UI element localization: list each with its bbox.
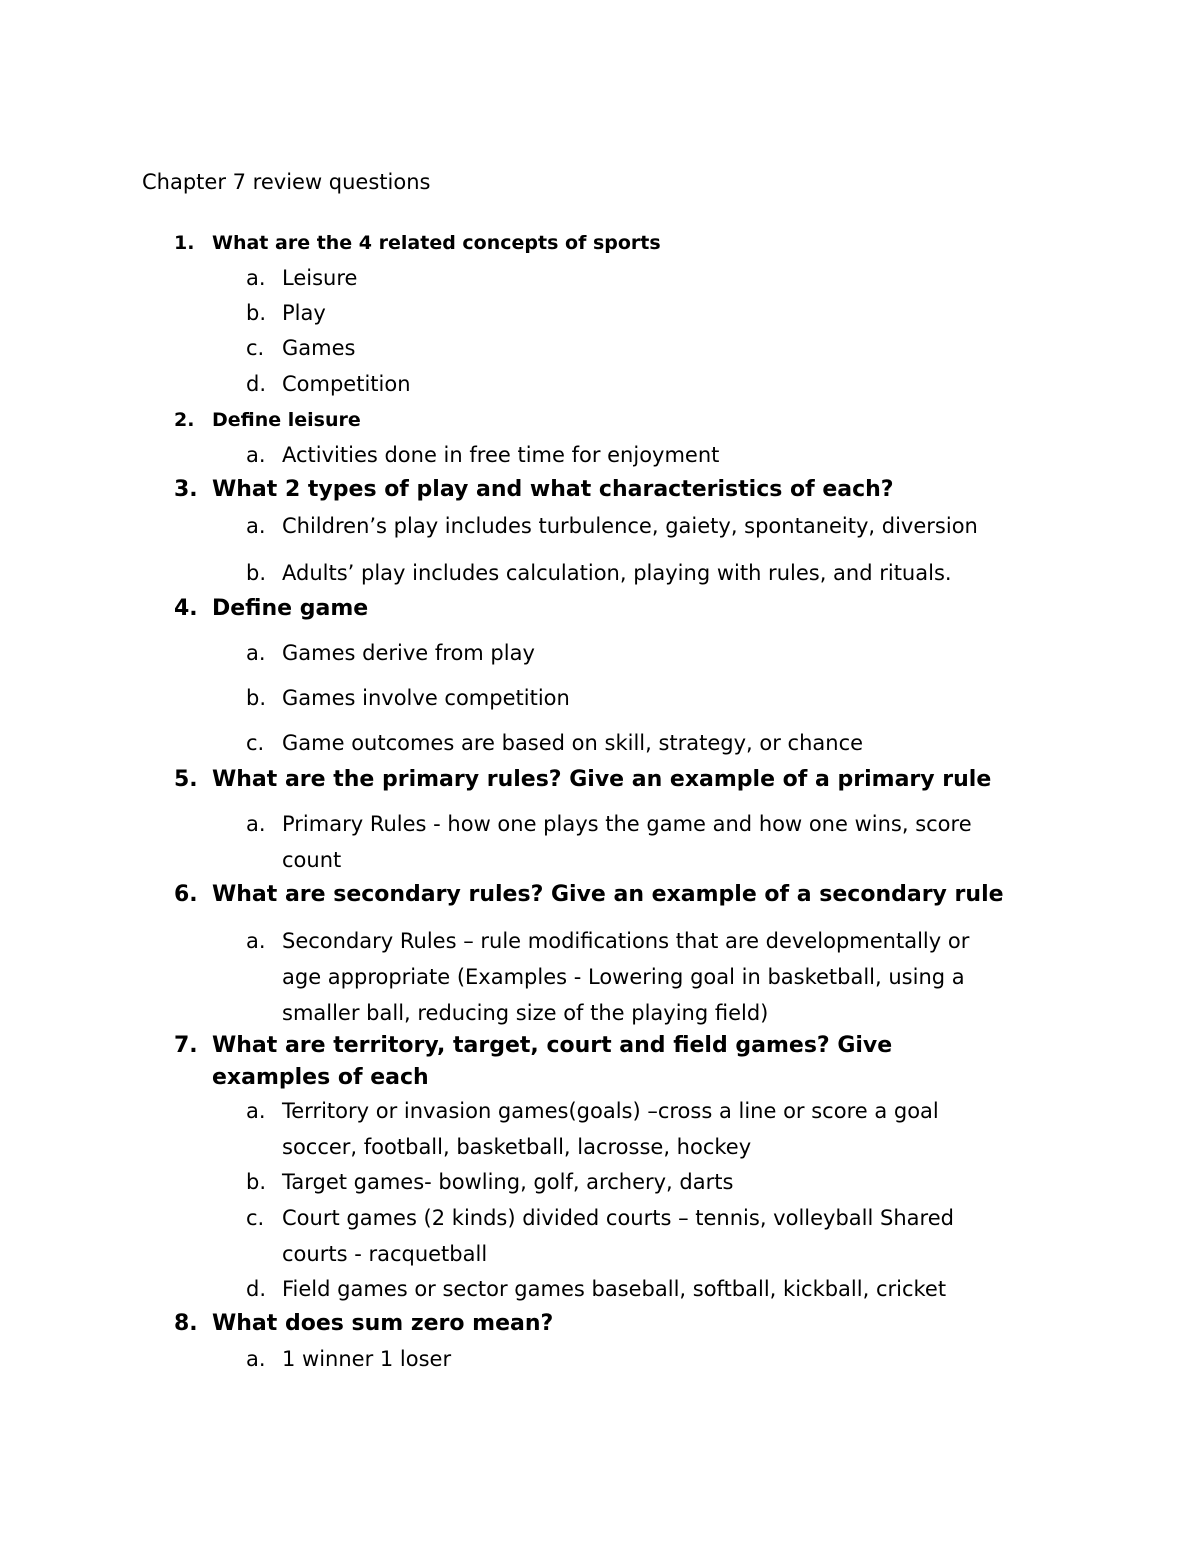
question-text: Define leisure	[212, 409, 361, 431]
question-text: What are secondary rules? Give an example of a secondary rule	[212, 882, 1004, 907]
answer-letter: c.	[246, 336, 265, 360]
answer-text: Secondary Rules – rule modifications that are developmentally or	[282, 929, 970, 953]
answer-7b	[246, 1164, 733, 1200]
question-4	[174, 591, 368, 627]
question-number: 3.	[174, 477, 198, 502]
answer-letter: a.	[246, 641, 266, 665]
answer-text: Leisure	[282, 266, 358, 290]
question-text: Define game	[212, 596, 369, 621]
answer-letter: a.	[246, 514, 266, 538]
answer-text: Games	[282, 336, 356, 360]
answer-letter: d.	[246, 372, 267, 396]
answer-6a	[246, 923, 969, 1031]
question-text: What does sum zero mean?	[212, 1311, 554, 1336]
question-number: 4.	[174, 596, 198, 621]
answer-text: Primary Rules - how one plays the game and how one wins, score	[282, 812, 972, 836]
answer-text-continued: count	[282, 848, 342, 872]
answer-text: Children’s play includes turbulence, gaiety, spontaneity, diversion	[282, 514, 978, 538]
answer-text: Play	[282, 301, 326, 325]
answer-text: Target games- bowling, golf, archery, darts	[282, 1170, 734, 1194]
answer-4b	[246, 680, 570, 716]
answer-text-continued: age appropriate (Examples - Lowering goal in basketball, using a	[282, 965, 965, 989]
answer-text-continued: courts - racquetball	[282, 1242, 488, 1266]
answer-7a	[246, 1093, 939, 1165]
answer-letter: c.	[246, 1206, 265, 1230]
answer-8a	[246, 1341, 451, 1377]
answer-letter: b.	[246, 301, 267, 325]
question-6	[174, 877, 1004, 913]
answer-letter: b.	[246, 561, 267, 585]
document-title: Chapter 7 review questions	[142, 170, 431, 194]
question-number: 1.	[174, 232, 195, 254]
answer-letter: a.	[246, 929, 266, 953]
answer-letter: a.	[246, 443, 266, 467]
answer-3a	[246, 508, 978, 544]
answer-7d	[246, 1271, 946, 1307]
question-1	[174, 225, 661, 261]
question-number: 8.	[174, 1311, 198, 1336]
answer-text-continued: smaller ball, reducing size of the playing field)	[282, 1001, 769, 1025]
question-text: What are the 4 related concepts of sports	[212, 232, 661, 254]
answer-text: Adults’ play includes calculation, playing with rules, and rituals.	[282, 561, 952, 585]
answer-1c	[246, 330, 355, 366]
answer-letter: b.	[246, 1170, 267, 1194]
answer-2a	[246, 437, 719, 473]
question-3	[174, 472, 894, 508]
question-text: What are territory, target, court and field games? Give	[212, 1033, 893, 1058]
question-number: 2.	[174, 409, 195, 431]
answer-5a	[246, 806, 972, 878]
answer-3b	[246, 555, 952, 591]
answer-letter: b.	[246, 686, 267, 710]
answer-text: 1 winner 1 loser	[282, 1347, 452, 1371]
answer-4c	[246, 725, 863, 761]
question-7	[174, 1030, 892, 1094]
answer-text: Territory or invasion games(goals) –cross a line or score a goal	[282, 1099, 939, 1123]
answer-text: Court games (2 kinds) divided courts – tennis, volleyball Shared	[282, 1206, 954, 1230]
question-number: 7.	[174, 1033, 198, 1058]
answer-1d	[246, 366, 411, 402]
answer-text-continued: soccer, football, basketball, lacrosse, hockey	[282, 1135, 752, 1159]
answer-letter: a.	[246, 266, 266, 290]
answer-text: Game outcomes are based on skill, strategy, or chance	[282, 731, 864, 755]
answer-text: Activities done in free time for enjoyment	[282, 443, 720, 467]
answer-4a	[246, 635, 535, 671]
question-8	[174, 1306, 553, 1342]
answer-letter: a.	[246, 1347, 266, 1371]
answer-letter: a.	[246, 812, 266, 836]
answer-1b	[246, 295, 326, 331]
answer-letter: a.	[246, 1099, 266, 1123]
answer-text: Field games or sector games baseball, softball, kickball, cricket	[282, 1277, 947, 1301]
question-number: 5.	[174, 767, 198, 792]
question-text: What are the primary rules? Give an example of a primary rule	[212, 767, 992, 792]
answer-1a	[246, 260, 357, 296]
answer-letter: d.	[246, 1277, 267, 1301]
answer-7c	[246, 1200, 954, 1272]
question-text: What 2 types of play and what characteristics of each?	[212, 477, 894, 502]
question-2	[174, 402, 361, 438]
answer-letter: c.	[246, 731, 265, 755]
answer-text: Competition	[282, 372, 411, 396]
question-number: 6.	[174, 882, 198, 907]
question-text-continued: examples of each	[212, 1065, 429, 1090]
question-5	[174, 762, 991, 798]
answer-text: Games derive from play	[282, 641, 535, 665]
answer-text: Games involve competition	[282, 686, 570, 710]
